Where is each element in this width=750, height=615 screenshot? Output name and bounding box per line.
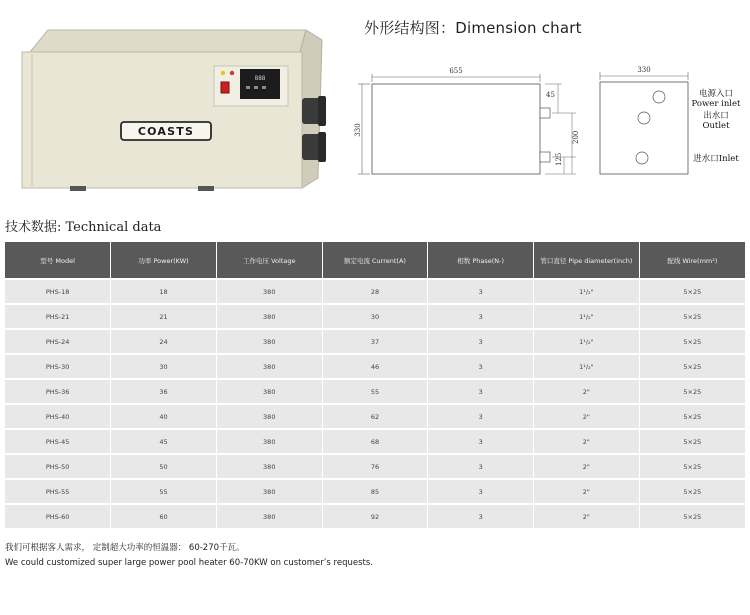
front-bottom-label: 125 <box>555 152 563 166</box>
cell-power: 45 <box>111 429 217 454</box>
cell-voltage: 380 <box>216 404 322 429</box>
cell-power: 50 <box>111 454 217 479</box>
cell-current: 92 <box>322 504 428 528</box>
table-row <box>5 304 745 329</box>
cell-voltage: 380 <box>216 429 322 454</box>
table-row <box>5 479 745 504</box>
cell-phase: 3 <box>428 379 534 404</box>
cell-pipe-diameter: 1¹/₂" <box>534 354 640 379</box>
cell-voltage: 380 <box>216 354 322 379</box>
front-top-pipe-label: 45 <box>546 91 555 99</box>
product-photo <box>18 28 338 193</box>
cell-phase: 3 <box>428 279 534 304</box>
cell-voltage: 380 <box>216 304 322 329</box>
technical-data-title: 技术数据: Technical data <box>5 220 162 235</box>
cell-wire: 5×25 <box>639 279 745 304</box>
cell-power: 24 <box>111 329 217 354</box>
cell-current: 37 <box>322 329 428 354</box>
power-inlet-cn-label: 电源入口 <box>698 89 734 99</box>
inlet-circle <box>636 152 648 164</box>
table-row <box>5 329 745 354</box>
cell-wire: 5×25 <box>639 329 745 354</box>
cell-phase: 3 <box>428 354 534 379</box>
cell-current: 55 <box>322 379 428 404</box>
cell-power: 30 <box>111 354 217 379</box>
cell-wire: 5×25 <box>639 379 745 404</box>
header-power: 功率 Power(KW) <box>111 242 217 279</box>
cell-power: 60 <box>111 504 217 528</box>
header-wire: 配线 Wire(mm²) <box>639 242 745 279</box>
table-row <box>5 379 745 404</box>
cell-phase: 3 <box>428 404 534 429</box>
cell-phase: 3 <box>428 304 534 329</box>
cell-model: PHS-24 <box>5 329 111 354</box>
cell-phase: 3 <box>428 454 534 479</box>
cell-model: PHS-40 <box>5 404 111 429</box>
cell-pipe-diameter: 2" <box>534 479 640 504</box>
cell-phase: 3 <box>428 504 534 528</box>
cell-wire: 5×25 <box>639 404 745 429</box>
table-row <box>5 404 745 429</box>
dimension-chart-title: 外形结构图：Dimension chart <box>364 19 582 37</box>
cell-voltage: 380 <box>216 379 322 404</box>
cell-pipe-diameter: 1¹/₂" <box>534 279 640 304</box>
cell-model: PHS-30 <box>5 354 111 379</box>
outlet-circle <box>638 112 650 124</box>
table-row <box>5 429 745 454</box>
header-voltage: 工作电压 Voltage <box>216 242 322 279</box>
cell-current: 62 <box>322 404 428 429</box>
cell-pipe-diameter: 2" <box>534 429 640 454</box>
cell-model: PHS-55 <box>5 479 111 504</box>
cell-current: 85 <box>322 479 428 504</box>
cell-current: 30 <box>322 304 428 329</box>
inlet-label: 进水口Inlet <box>693 154 739 164</box>
cell-current: 68 <box>322 429 428 454</box>
custom-note-english: We could customized super large power pool heater 60-70KW on customer’s requests. <box>5 558 373 568</box>
cell-model: PHS-18 <box>5 279 111 304</box>
table-row <box>5 279 745 304</box>
header-pipe-diameter: 管口直径 Pipe diameter(inch) <box>534 242 640 279</box>
technical-data-table <box>5 242 745 528</box>
cell-phase: 3 <box>428 329 534 354</box>
brand-logo: COASTS <box>137 125 195 138</box>
cell-wire: 5×25 <box>639 429 745 454</box>
cell-wire: 5×25 <box>639 304 745 329</box>
display-screen <box>240 69 280 99</box>
cell-wire: 5×25 <box>639 504 745 528</box>
cell-pipe-diameter: 1¹/₂" <box>534 304 640 329</box>
cell-pipe-diameter: 2" <box>534 504 640 528</box>
header-model: 型号 Model <box>5 242 111 279</box>
front-mid-label: 200 <box>572 130 580 144</box>
custom-note-chinese: 我们可根据客人需求， 定制超大功率的恒温器： 60-270千瓦。 <box>5 543 245 553</box>
cell-pipe-diameter: 1¹/₂" <box>534 329 640 354</box>
front-height-label: 330 <box>354 123 362 137</box>
cell-power: 55 <box>111 479 217 504</box>
cell-power: 18 <box>111 279 217 304</box>
cell-wire: 5×25 <box>639 354 745 379</box>
cell-power: 21 <box>111 304 217 329</box>
side-width-label: 330 <box>637 66 651 74</box>
cell-wire: 5×25 <box>639 454 745 479</box>
cell-voltage: 380 <box>216 504 322 528</box>
header-phase: 相数 Phase(N-) <box>428 242 534 279</box>
table-row <box>5 504 745 528</box>
power-switch <box>221 82 229 93</box>
cell-current: 46 <box>322 354 428 379</box>
table-header-row <box>5 242 745 279</box>
cell-power: 40 <box>111 404 217 429</box>
cell-power: 36 <box>111 379 217 404</box>
header-current: 额定电流 Current(A) <box>322 242 428 279</box>
cell-pipe-diameter: 2" <box>534 404 640 429</box>
table-row <box>5 454 745 479</box>
cell-voltage: 380 <box>216 329 322 354</box>
cell-voltage: 380 <box>216 454 322 479</box>
cell-voltage: 380 <box>216 279 322 304</box>
cell-model: PHS-50 <box>5 454 111 479</box>
cell-model: PHS-36 <box>5 379 111 404</box>
dimension-drawing <box>350 60 745 185</box>
cell-phase: 3 <box>428 429 534 454</box>
cell-model: PHS-45 <box>5 429 111 454</box>
power-inlet-circle <box>653 91 665 103</box>
svg-text:888: 888 <box>254 75 266 82</box>
cell-pipe-diameter: 2" <box>534 454 640 479</box>
table-row <box>5 354 745 379</box>
cell-model: PHS-21 <box>5 304 111 329</box>
cell-current: 76 <box>322 454 428 479</box>
front-view-outline <box>372 84 540 174</box>
cell-pipe-diameter: 2" <box>534 379 640 404</box>
front-width-label: 655 <box>449 67 463 75</box>
outlet-en-label: Outlet <box>702 121 730 131</box>
cell-phase: 3 <box>428 479 534 504</box>
cell-wire: 5×25 <box>639 479 745 504</box>
power-inlet-en-label: Power inlet <box>691 99 741 109</box>
cell-model: PHS-60 <box>5 504 111 528</box>
cell-current: 28 <box>322 279 428 304</box>
outlet-cn-label: 出水口 <box>703 111 729 121</box>
cell-voltage: 380 <box>216 479 322 504</box>
